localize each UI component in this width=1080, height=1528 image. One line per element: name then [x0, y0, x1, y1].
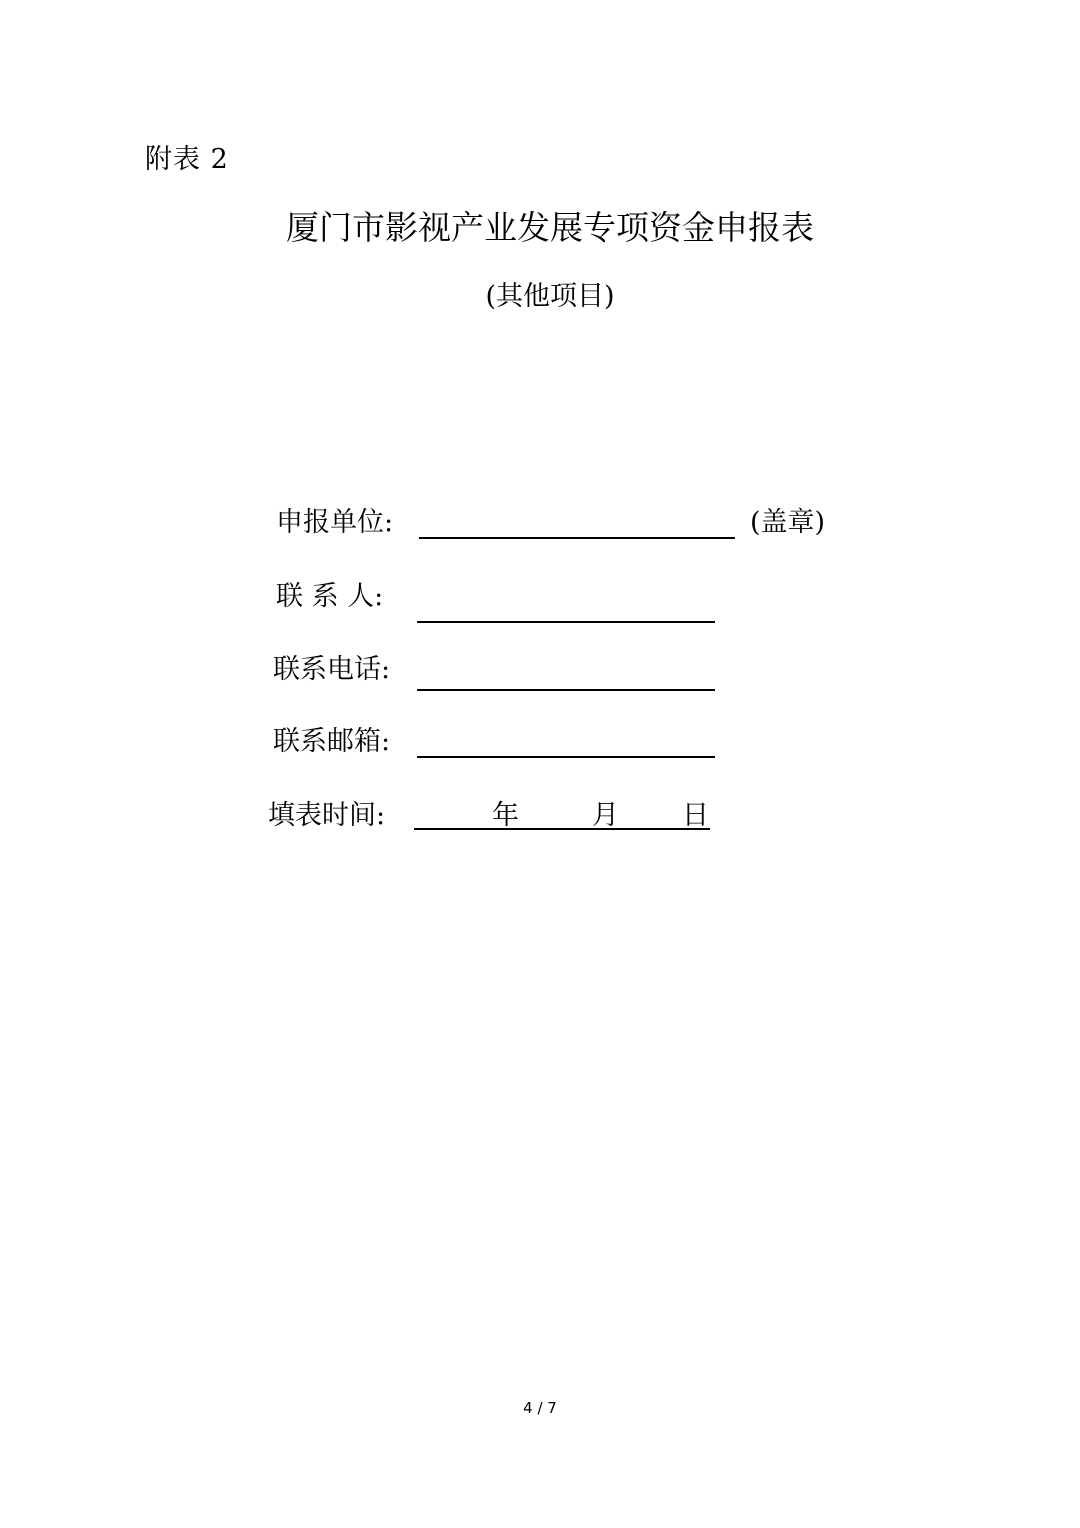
contact-email-label: 联系邮箱: [273, 726, 391, 757]
contact-person-row [0, 577, 1080, 627]
day-label: 日 [682, 800, 709, 831]
contact-email-field[interactable] [417, 722, 715, 758]
page-number: 4 / 7 [523, 1399, 557, 1417]
fill-date-field[interactable] [414, 796, 710, 830]
contact-phone-label: 联系电话: [273, 654, 391, 685]
document-subtitle: (其他项目) [485, 281, 615, 312]
applicant-row [0, 503, 1080, 553]
applicant-label: 申报单位: [276, 507, 394, 538]
seal-note: (盖章) [750, 507, 826, 538]
fill-date-label: 填表时间: [268, 800, 386, 831]
document-title: 厦门市影视产业发展专项资金申报表 [286, 208, 814, 247]
attachment-label: 附表 2 [145, 144, 229, 175]
contact-phone-row [0, 650, 1080, 700]
contact-person-field[interactable] [417, 577, 715, 623]
contact-person-label: 联 系 人: [276, 581, 384, 612]
applicant-field[interactable] [419, 503, 735, 539]
year-label: 年 [492, 800, 519, 831]
month-label: 月 [592, 800, 619, 831]
contact-email-row [0, 722, 1080, 772]
contact-phone-field[interactable] [417, 650, 715, 691]
fill-date-row [0, 796, 1080, 846]
